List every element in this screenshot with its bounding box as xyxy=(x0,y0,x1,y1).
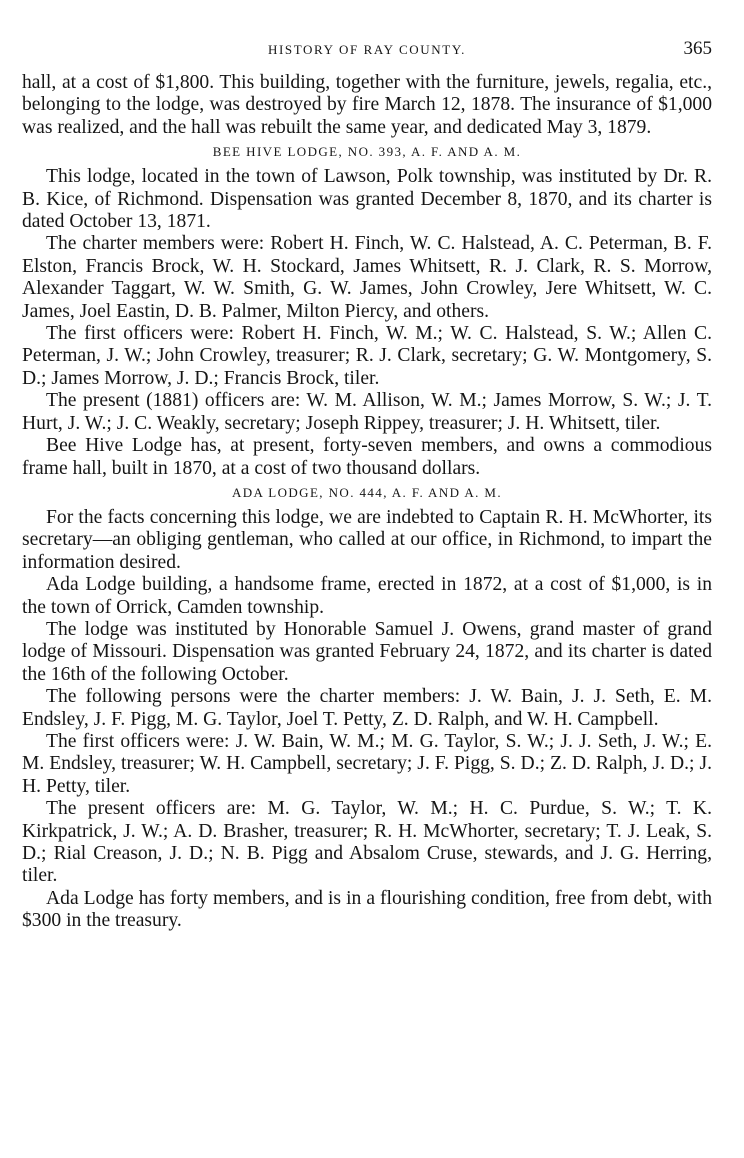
paragraph: The first officers were: J. W. Bain, W. M.; M. G. Taylor, S. W.; J. J. Seth, J. W.; E. M. Endsley, treasurer; W. H. Campbell, secretary; J. F. Pigg, S. D.; Z. D. Ralph, J. D.; J. H. Petty, tiler. xyxy=(22,730,712,797)
paragraph: The present (1881) officers are: W. M. Allison, W. M.; James Morrow, S. W.; J. T. Hurt, J. W.; J. C. Weakly, secretary; Joseph Rippey, treasurer; J. H. Whitsett, tiler. xyxy=(22,390,712,434)
paragraph: Ada Lodge has forty members, and is in a flourishing condition, free from debt, with $300 in the treasury. xyxy=(22,887,712,932)
paragraph: The lodge was instituted by Honorable Samuel J. Owens, grand master of grand lodge of Missouri. Dispensation was granted February 24, 1872, and its charter is dated the 16th of the following October. xyxy=(22,618,712,685)
paragraph: For the facts concerning this lodge, we are indebted to Captain R. H. McWhorter, its secretary—an obliging gentleman, who called at our office, in Richmond, to impart the information desired. xyxy=(22,506,712,573)
paragraph: Ada Lodge building, a handsome frame, erected in 1872, at a cost of $1,000, is in the town of Orrick, Camden township. xyxy=(22,574,712,618)
running-title: HISTORY OF RAY COUNTY. xyxy=(268,42,466,57)
paragraph: The charter members were: Robert H. Finch, W. C. Halstead, A. C. Peterman, B. F. Elston, Francis Brock, W. H. Stockard, James Whitsett, R. J. Clark, R. S. Morrow, Alexander Taggart, W. W. Smith, G. W. James, John Crowley, Jere Whitsett, W. C. James, Joel Eastin, D. B. Palmer, Milton Piercy, and others. xyxy=(22,233,712,322)
body-text xyxy=(22,72,712,933)
paragraph: The first officers were: Robert H. Finch, W. M.; W. C. Halstead, S. W.; Allen C. Peterman, J. W.; John Crowley, treasurer; R. J. Clark, secretary; G. W. Montgomery, S. D.; James Morrow, J. D.; Francis Brock, tiler. xyxy=(22,323,712,389)
paragraph: This lodge, located in the town of Lawson, Polk township, was instituted by Dr. R. B. Kice, of Richmond. Dispensation was granted December 8, 1870, and its charter is dated October 13, 1871. xyxy=(22,166,712,233)
page-number: 365 xyxy=(683,38,712,59)
paragraph-continued: hall, at a cost of $1,800. This building, together with the furniture, jewels, regalia, etc., belonging to the lodge, was destroyed by fire March 12, 1878. The insurance of $1,000 was realized, and the hall was rebuilt the same year, and dedicated May 3, 1879. xyxy=(22,72,712,138)
paragraph: The present officers are: M. G. Taylor, W. M.; H. C. Purdue, S. W.; T. K. Kirkpatrick, J. W.; A. D. Brasher, treasurer; R. H. McWhorter, secretary; T. J. Leak, S. D.; Rial Creason, J. D.; N. B. Pigg and Absalom Cruse, stewards, and J. G. Herring, tiler. xyxy=(22,798,712,887)
section-heading-ada-lodge: ADA LODGE, NO. 444, A. F. AND A. M. xyxy=(231,484,503,500)
running-head xyxy=(22,40,712,64)
book-page xyxy=(22,40,712,933)
paragraph: The following persons were the charter members: J. W. Bain, J. J. Seth, E. M. Endsley, J. F. Pigg, M. G. Taylor, Joel T. Petty, Z. D. Ralph, and W. H. Campbell. xyxy=(22,686,712,730)
section-heading-bee-hive-lodge: BEE HIVE LODGE, NO. 393, A. F. AND A. M. xyxy=(212,144,522,160)
paragraph: Bee Hive Lodge has, at present, forty-seven members, and owns a commodious frame hall, built in 1870, at a cost of two thousand dollars. xyxy=(22,435,712,479)
